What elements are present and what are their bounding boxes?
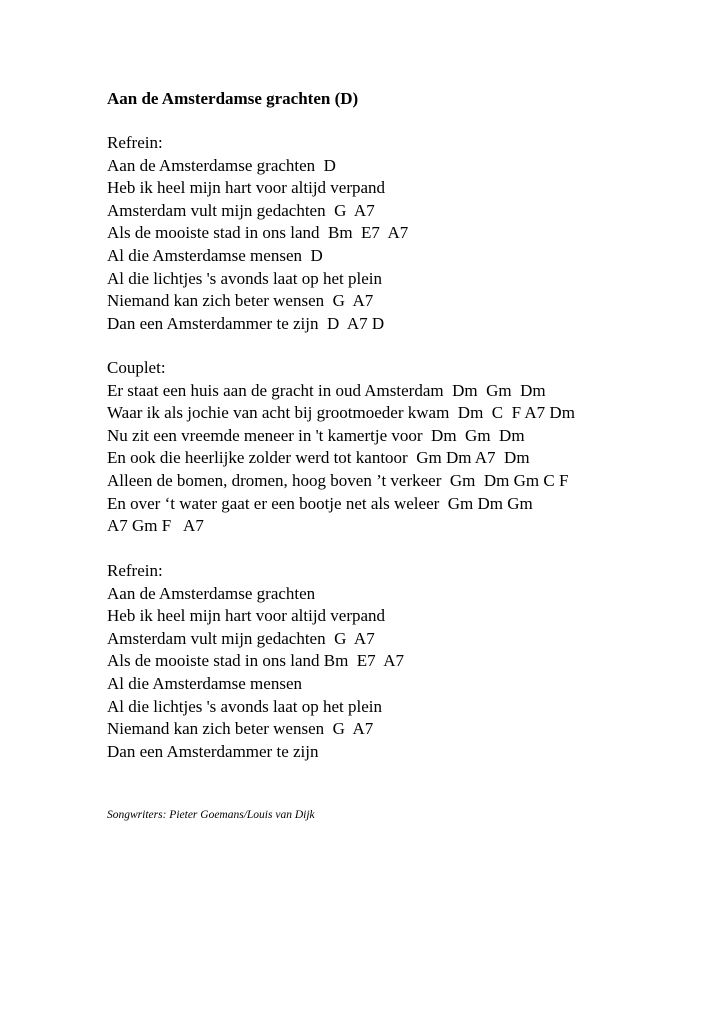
lyric-line: A7 Gm F A7 [107, 516, 204, 536]
lyric-line: Al die lichtjes 's avonds laat op het plein [107, 268, 383, 288]
lyric-line: Alleen de bomen, dromen, hoog boven ’t verkeer Gm Dm Gm C F [107, 470, 569, 490]
lyric-line: Niemand kan zich beter wensen G A7 [107, 719, 374, 739]
lyric-line: Heb ik heel mijn hart voor altijd verpand [107, 178, 386, 198]
section-heading: Refrein: [107, 561, 163, 580]
lyric-line: Niemand kan zich beter wensen G A7 [107, 291, 374, 311]
couplet-section [107, 357, 575, 538]
lyric-line: Dan een Amsterdammer te zijn [107, 741, 319, 761]
song-title: Aan de Amsterdamse grachten (D) [107, 89, 359, 108]
section-heading: Refrein: [107, 133, 163, 152]
lyric-line: Al die Amsterdamse mensen D [107, 245, 323, 265]
section-heading: Couplet: [107, 358, 166, 377]
lyric-line: Heb ik heel mijn hart voor altijd verpand [107, 606, 386, 626]
lyric-line: Al die lichtjes 's avonds laat op het plein [107, 696, 383, 716]
songwriter-credits: Songwriters: Pieter Goemans/Louis van Dijk [107, 809, 315, 821]
refrein-section-1 [107, 132, 408, 335]
lyric-line: Amsterdam vult mijn gedachten G A7 [107, 628, 375, 648]
refrein-section-2 [107, 560, 404, 763]
lyric-line: En over ‘t water gaat er een bootje net als weleer Gm Dm Gm [107, 493, 533, 513]
lyric-line: Aan de Amsterdamse grachten D [107, 155, 336, 175]
lyric-line: En ook die heerlijke zolder werd tot kantoor Gm Dm A7 Dm [107, 448, 530, 468]
lyric-line: Waar ik als jochie van acht bij grootmoeder kwam Dm C F A7 Dm [107, 403, 575, 423]
lyric-line: Er staat een huis aan de gracht in oud Amsterdam Dm Gm Dm [107, 380, 546, 400]
lyric-line: Als de mooiste stad in ons land Bm E7 A7 [107, 651, 405, 671]
lyric-line: Amsterdam vult mijn gedachten G A7 [107, 200, 375, 220]
lyric-line: Nu zit een vreemde meneer in 't kamertje voor Dm Gm Dm [107, 425, 525, 445]
lyric-line: Dan een Amsterdammer te zijn D A7 D [107, 313, 385, 333]
lyric-line: Al die Amsterdamse mensen [107, 673, 302, 693]
lyric-line: Als de mooiste stad in ons land Bm E7 A7 [107, 223, 409, 243]
lyric-line: Aan de Amsterdamse grachten [107, 583, 316, 603]
